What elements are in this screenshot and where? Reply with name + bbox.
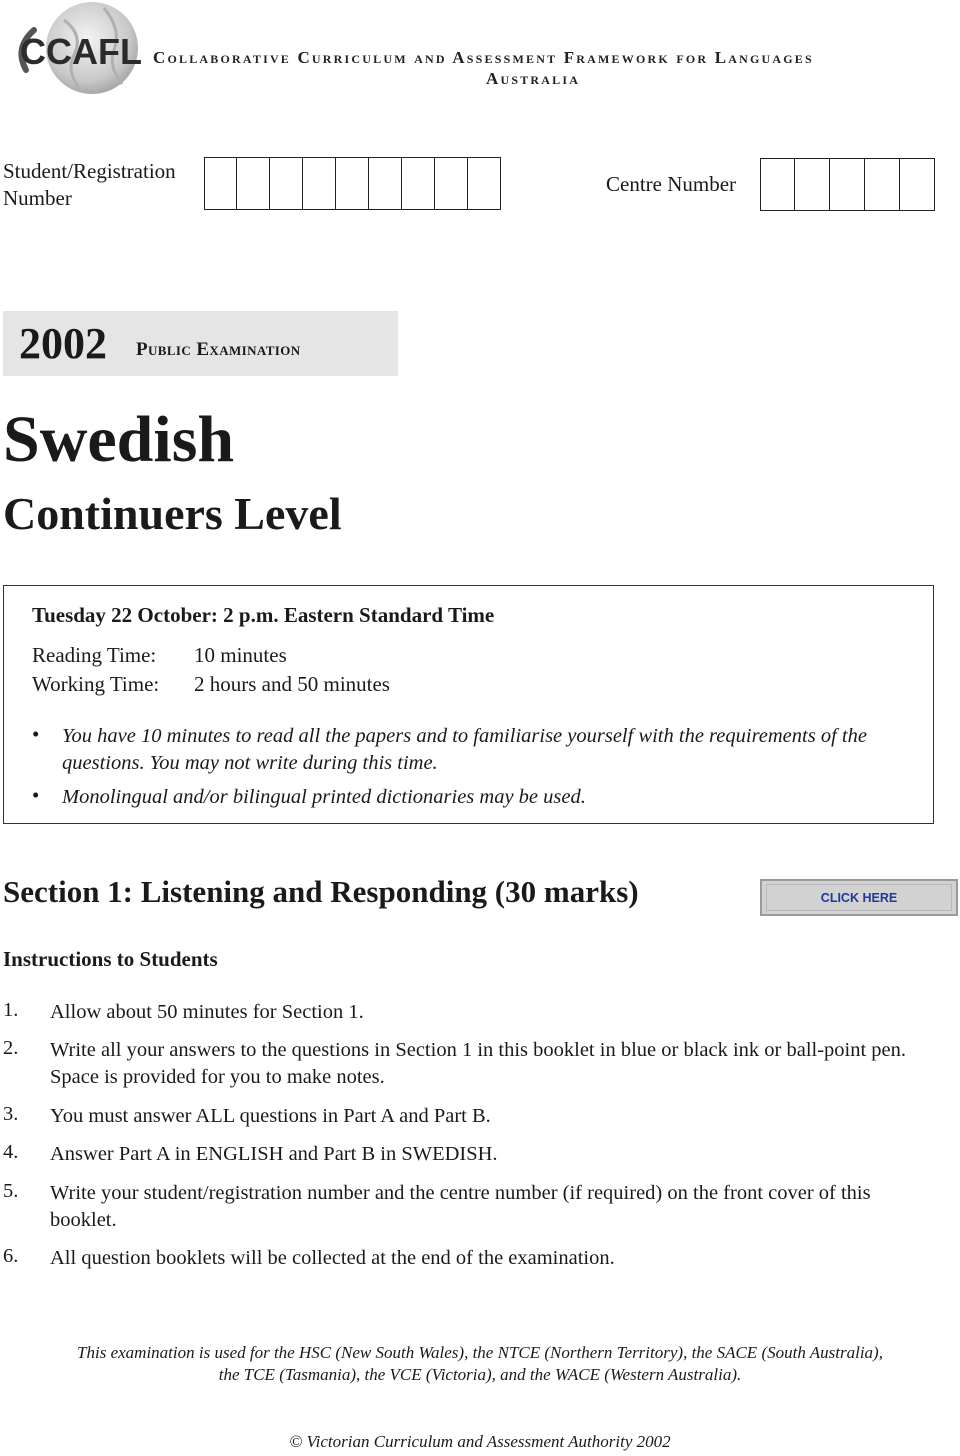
section-title: Section 1: Listening and Responding (30 marks)	[3, 874, 639, 909]
student-number-cell[interactable]	[369, 157, 402, 210]
usage-note: This examination is used for the HSC (New South Wales), the NTCE (Northern Territory), the SACE (South Australia),	[77, 1343, 883, 1362]
working-time-value: 2 hours and 50 minutes	[194, 672, 390, 696]
centre-number-cell[interactable]	[865, 158, 900, 211]
info-bullet: You have 10 minutes to read all the papers and to familiarise yourself with the requirements of the questions. You may not write during this time.	[62, 725, 867, 774]
exam-type: Public Examination	[136, 339, 301, 360]
instruction-number: 3.	[3, 1103, 19, 1125]
instruction-text: All question booklets will be collected at the end of the examination.	[50, 1247, 615, 1269]
exam-date: Tuesday 22 October: 2 p.m. Eastern Standard Time	[32, 603, 495, 627]
working-time-label: Working Time:	[32, 672, 160, 696]
organisation-name-country: Australia	[486, 69, 581, 88]
instruction-number: 5.	[3, 1180, 19, 1202]
exam-year: 2002	[19, 319, 107, 368]
click-here-button[interactable]	[760, 879, 958, 916]
student-number-cell[interactable]	[336, 157, 369, 210]
svg-text:CCAFL: CCAFL	[20, 31, 142, 72]
student-number-cell[interactable]	[402, 157, 435, 210]
student-number-cell[interactable]	[237, 157, 270, 210]
info-bullet: Monolingual and/or bilingual printed dictionaries may be used.	[62, 786, 586, 808]
centre-number-cell[interactable]	[795, 158, 830, 211]
instruction-number: 6.	[3, 1245, 19, 1267]
centre-number-cell[interactable]	[830, 158, 865, 211]
instruction-text: You must answer ALL questions in Part A and Part B.	[50, 1105, 491, 1127]
student-number-cell[interactable]	[270, 157, 303, 210]
centre-number-cell[interactable]	[900, 158, 935, 211]
instruction-number: 2.	[3, 1037, 19, 1059]
organisation-name: Collaborative Curriculum and Assessment Framework for Languages	[153, 48, 814, 67]
page-title: Swedish	[3, 403, 235, 476]
centre-number-boxes[interactable]	[760, 158, 935, 211]
instruction-text: Write all your answers to the questions in Section 1 in this booklet in blue or black ink or ball-point pen. Space is provided for you to make notes.	[50, 1039, 907, 1088]
instructions-heading: Instructions to Students	[3, 947, 218, 971]
reading-time-value: 10 minutes	[194, 643, 287, 667]
ccafl-logo	[4, 0, 146, 96]
bullet-icon: •	[32, 783, 40, 807]
instruction-number: 1.	[3, 999, 19, 1021]
copyright-notice: © Victorian Curriculum and Assessment Authority 2002	[289, 1432, 671, 1451]
student-number-cell[interactable]	[204, 157, 237, 210]
centre-number-cell[interactable]	[760, 158, 795, 211]
instruction-number: 4.	[3, 1141, 19, 1163]
student-number-cell[interactable]	[435, 157, 468, 210]
instruction-text: Write your student/registration number and the centre number (if required) on the front cover of this booklet.	[50, 1182, 871, 1231]
bullet-icon: •	[32, 722, 40, 746]
page-subtitle: Continuers Level	[3, 488, 342, 539]
usage-note: the TCE (Tasmania), the VCE (Victoria), and the WACE (Western Australia).	[218, 1365, 742, 1384]
instruction-text: Allow about 50 minutes for Section 1.	[50, 1001, 364, 1023]
click-here-label: CLICK HERE	[766, 884, 952, 911]
centre-number-label: Centre Number	[606, 172, 737, 196]
student-number-cell[interactable]	[468, 157, 501, 210]
student-number-boxes[interactable]	[204, 157, 501, 210]
student-number-cell[interactable]	[303, 157, 336, 210]
student-number-label: Student/Registration Number	[3, 159, 176, 210]
reading-time-label: Reading Time:	[32, 643, 157, 667]
instruction-text: Answer Part A in ENGLISH and Part B in SWEDISH.	[50, 1143, 498, 1165]
